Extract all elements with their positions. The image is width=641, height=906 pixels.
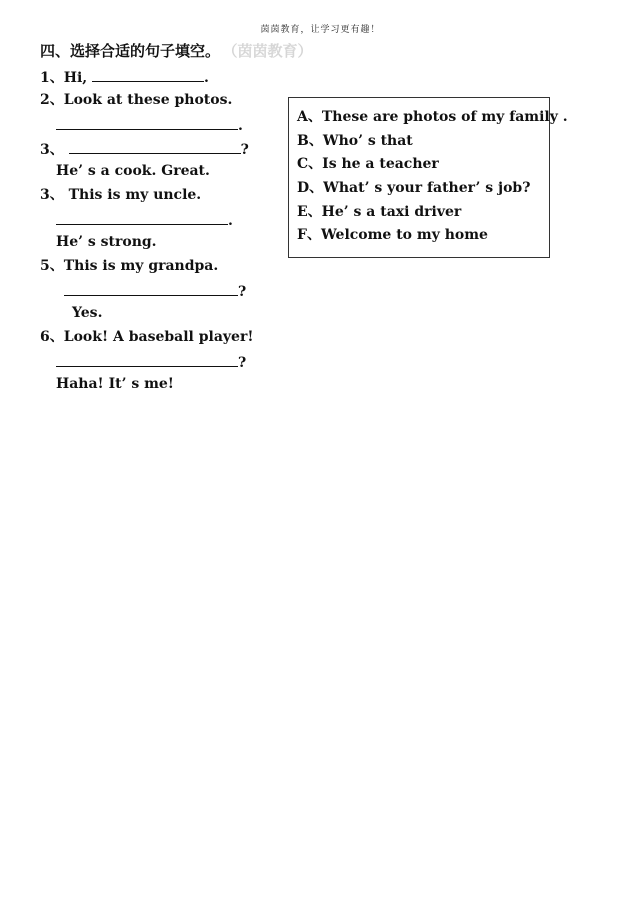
question-6-answer-line [56,352,246,372]
question-2-end: . [238,118,243,134]
question-3b-reply: He’ s strong. [56,234,157,250]
question-6 [40,328,254,346]
question-3a-blank[interactable] [69,139,241,154]
option-f-text: Welcome to my home [320,227,488,243]
question-2 [40,91,232,109]
page-header: 茵茵教育，让学习更有趣！ [260,25,381,35]
option-c-letter: C、 [297,156,323,172]
option-c-text: Is he a teacher [322,156,439,172]
option-e [297,203,461,221]
question-6-end: ? [238,355,247,371]
question-5-answer-line [64,281,246,301]
question-3a-number: 3、 [40,142,64,158]
section-title-text: 四、选择合适的句子填空。 [40,42,221,60]
option-d-text: What’ s your father’ s job? [323,180,531,196]
option-a [297,108,568,126]
option-b-text: Who’ s that [322,133,413,149]
question-6-text: Look! A baseball player! [63,329,254,345]
question-2-blank[interactable] [56,115,238,130]
question-2-answer-line [56,115,243,135]
section-title [40,40,313,61]
watermark-text: （茵茵教育） [230,42,313,60]
question-5-reply: Yes. [72,305,103,321]
option-b-letter: B、 [297,133,323,149]
question-2-text: Look at these photos. [63,92,233,108]
question-2-number: 2、 [40,92,64,108]
question-5 [40,257,218,275]
option-e-text: He’ s a taxi driver [321,204,462,220]
question-5-number: 5、 [40,258,64,274]
question-1-blank[interactable] [92,67,204,82]
option-f-letter: F、 [297,227,321,243]
option-f [297,226,488,244]
question-3b-blank[interactable] [56,210,228,225]
question-3a-reply: He’ s a cook. Great. [56,163,210,179]
question-3a-end: ? [240,142,249,158]
question-3b-answer-line [56,210,233,230]
question-5-text: This is my grandpa. [63,258,219,274]
question-3b-end: . [228,213,233,229]
option-e-letter: E、 [297,204,322,220]
question-3a [40,139,249,159]
answer-options-box [288,97,568,258]
question-6-reply: Haha! It’ s me! [56,376,174,392]
question-3b-text: This is my uncle. [63,187,202,203]
question-1-end: . [204,70,209,86]
option-a-text: These are photos of my family . [321,109,568,125]
option-a-letter: A、 [297,109,322,125]
question-1 [40,67,209,87]
question-3b [40,186,201,204]
question-3b-number: 3、 [40,187,64,203]
question-5-blank[interactable] [64,281,238,296]
option-b [297,132,413,150]
option-d [297,179,530,197]
question-1-number: 1、 [40,70,64,86]
question-6-blank[interactable] [56,352,238,367]
option-d-letter: D、 [297,180,324,196]
option-c [297,155,439,173]
question-1-text: Hi, [63,70,88,86]
question-5-end: ? [238,284,247,300]
question-6-number: 6、 [40,329,64,345]
